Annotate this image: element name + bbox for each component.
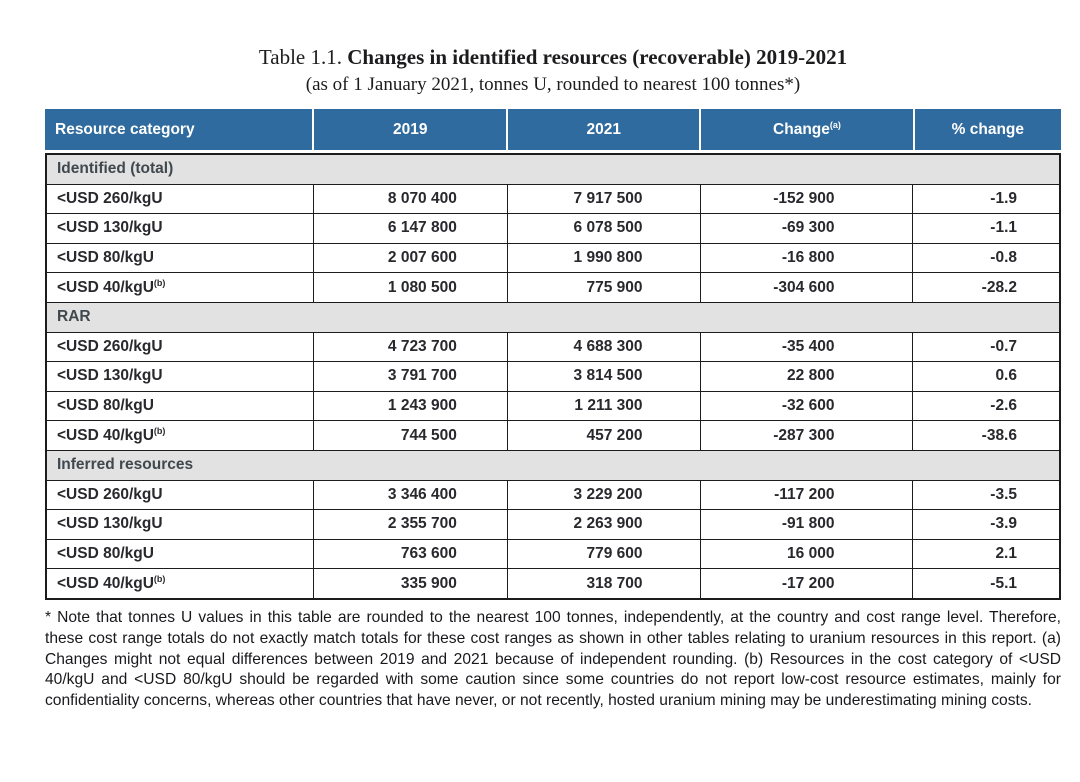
table-row: [46, 421, 1060, 451]
column-header-change: [700, 109, 913, 152]
pct-change-cell: 2.1: [913, 539, 1060, 569]
data-table: [45, 153, 1061, 600]
change-cell: -16 800: [700, 243, 913, 273]
value-2019-cell: 8 070 400: [314, 184, 508, 214]
value-2019-cell: 3 346 400: [314, 480, 508, 510]
value-2021-cell: 457 200: [507, 421, 700, 451]
resource-category-cell: <USD 260/kgU: [46, 184, 314, 214]
resource-category-cell: [46, 421, 314, 451]
resource-category-cell: <USD 130/kgU: [46, 214, 314, 244]
resource-category-cell: [46, 273, 314, 303]
value-2021-cell: 2 263 900: [507, 510, 700, 540]
value-2021-cell: 779 600: [507, 539, 700, 569]
value-2021-cell: 7 917 500: [507, 184, 700, 214]
change-cell: -69 300: [700, 214, 913, 244]
resource-category-cell: <USD 80/kgU: [46, 391, 314, 421]
change-cell: -91 800: [700, 510, 913, 540]
pct-change-cell: -1.9: [913, 184, 1060, 214]
value-2021-cell: 1 990 800: [507, 243, 700, 273]
section-row-identified: [46, 154, 1060, 184]
value-2021-cell: 775 900: [507, 273, 700, 303]
pct-change-cell: -0.8: [913, 243, 1060, 273]
footnote-marker-b: (b): [153, 277, 166, 288]
change-cell: -304 600: [700, 273, 913, 303]
table-row: [46, 480, 1060, 510]
value-2019-cell: 4 723 700: [314, 332, 508, 362]
section-label: Identified (total): [46, 154, 1060, 184]
section-row-inferred: [46, 450, 1060, 480]
change-cell: -287 300: [700, 421, 913, 451]
resource-category-label: <USD 40/kgU: [57, 278, 154, 296]
table-row: [46, 214, 1060, 244]
footnote-marker-b: (b): [153, 573, 166, 584]
table-row: [46, 539, 1060, 569]
value-2019-cell: 2 355 700: [314, 510, 508, 540]
table-row: [46, 243, 1060, 273]
resource-category-label: <USD 40/kgU: [57, 574, 154, 592]
value-2021-cell: 4 688 300: [507, 332, 700, 362]
value-2019-cell: 1 080 500: [314, 273, 508, 303]
section-label: Inferred resources: [46, 450, 1060, 480]
pct-change-cell: -3.5: [913, 480, 1060, 510]
table-title-block: [45, 44, 1061, 97]
table-row: [46, 362, 1060, 392]
pct-change-cell: -2.6: [913, 391, 1060, 421]
resource-category-cell: [46, 569, 314, 599]
value-2021-cell: 1 211 300: [507, 391, 700, 421]
column-header-pct-change: % change: [914, 109, 1061, 152]
footnote-marker-a: (a): [829, 119, 841, 130]
value-2019-cell: 1 243 900: [314, 391, 508, 421]
column-header-resource-category: Resource category: [45, 109, 313, 152]
table-row: [46, 569, 1060, 599]
table-header: [45, 109, 1061, 153]
value-2021-cell: 318 700: [507, 569, 700, 599]
table-title-text: Changes in identified resources (recoverable) 2019-2021: [347, 45, 848, 69]
resource-category-cell: <USD 130/kgU: [46, 510, 314, 540]
pct-change-cell: -5.1: [913, 569, 1060, 599]
table-row: [46, 184, 1060, 214]
resource-category-cell: <USD 260/kgU: [46, 480, 314, 510]
section-label: RAR: [46, 302, 1060, 332]
change-cell: 16 000: [700, 539, 913, 569]
resource-category-label: <USD 40/kgU: [57, 426, 154, 444]
pct-change-cell: 0.6: [913, 362, 1060, 392]
change-cell: 22 800: [700, 362, 913, 392]
table-number: Table 1.1.: [258, 45, 342, 69]
header-row: [45, 109, 1061, 152]
table-footnote: * Note that tonnes U values in this table are rounded to the nearest 100 tonnes, independently, at the country and cost range level. Therefore, these cost range totals do not exactly match totals for these cost ranges as shown in other tables relating to uranium resources in this report. (a) Changes might not equal differences between 2019 and 2021 because of independent rounding. (b) Resources in the cost category of <USD 40/kgU and <USD 80/kgU should be regarded with some caution since some countries do not report low-cost resource estimates, mainly for confidentiality concerns, whereas other countries that have never, or not recently, hosted uranium mining may be underestimating mining costs.: [45, 608, 1061, 710]
change-cell: -152 900: [700, 184, 913, 214]
change-cell: -32 600: [700, 391, 913, 421]
change-cell: -17 200: [700, 569, 913, 599]
table-row: [46, 332, 1060, 362]
value-2019-cell: 3 791 700: [314, 362, 508, 392]
table-subtitle: (as of 1 January 2021, tonnes U, rounded to nearest 100 tonnes*): [305, 74, 801, 95]
value-2019-cell: 744 500: [314, 421, 508, 451]
resource-category-cell: <USD 80/kgU: [46, 539, 314, 569]
column-header-2021: 2021: [507, 109, 700, 152]
table-row: [46, 391, 1060, 421]
section-row-rar: [46, 302, 1060, 332]
value-2019-cell: 763 600: [314, 539, 508, 569]
resource-category-cell: <USD 260/kgU: [46, 332, 314, 362]
resource-category-cell: <USD 130/kgU: [46, 362, 314, 392]
pct-change-cell: -1.1: [913, 214, 1060, 244]
value-2021-cell: 6 078 500: [507, 214, 700, 244]
table-row: [46, 273, 1060, 303]
pct-change-cell: -38.6: [913, 421, 1060, 451]
value-2021-cell: 3 229 200: [507, 480, 700, 510]
column-header-change-label: Change: [773, 120, 830, 138]
pct-change-cell: -28.2: [913, 273, 1060, 303]
pct-change-cell: -0.7: [913, 332, 1060, 362]
value-2019-cell: 6 147 800: [314, 214, 508, 244]
pct-change-cell: -3.9: [913, 510, 1060, 540]
footnote-marker-b: (b): [153, 425, 166, 436]
value-2019-cell: 2 007 600: [314, 243, 508, 273]
change-cell: -35 400: [700, 332, 913, 362]
change-cell: -117 200: [700, 480, 913, 510]
table-row: [46, 510, 1060, 540]
value-2019-cell: 335 900: [314, 569, 508, 599]
resource-category-cell: <USD 80/kgU: [46, 243, 314, 273]
column-header-2019: 2019: [313, 109, 507, 152]
value-2021-cell: 3 814 500: [507, 362, 700, 392]
table-title: [45, 44, 1061, 70]
